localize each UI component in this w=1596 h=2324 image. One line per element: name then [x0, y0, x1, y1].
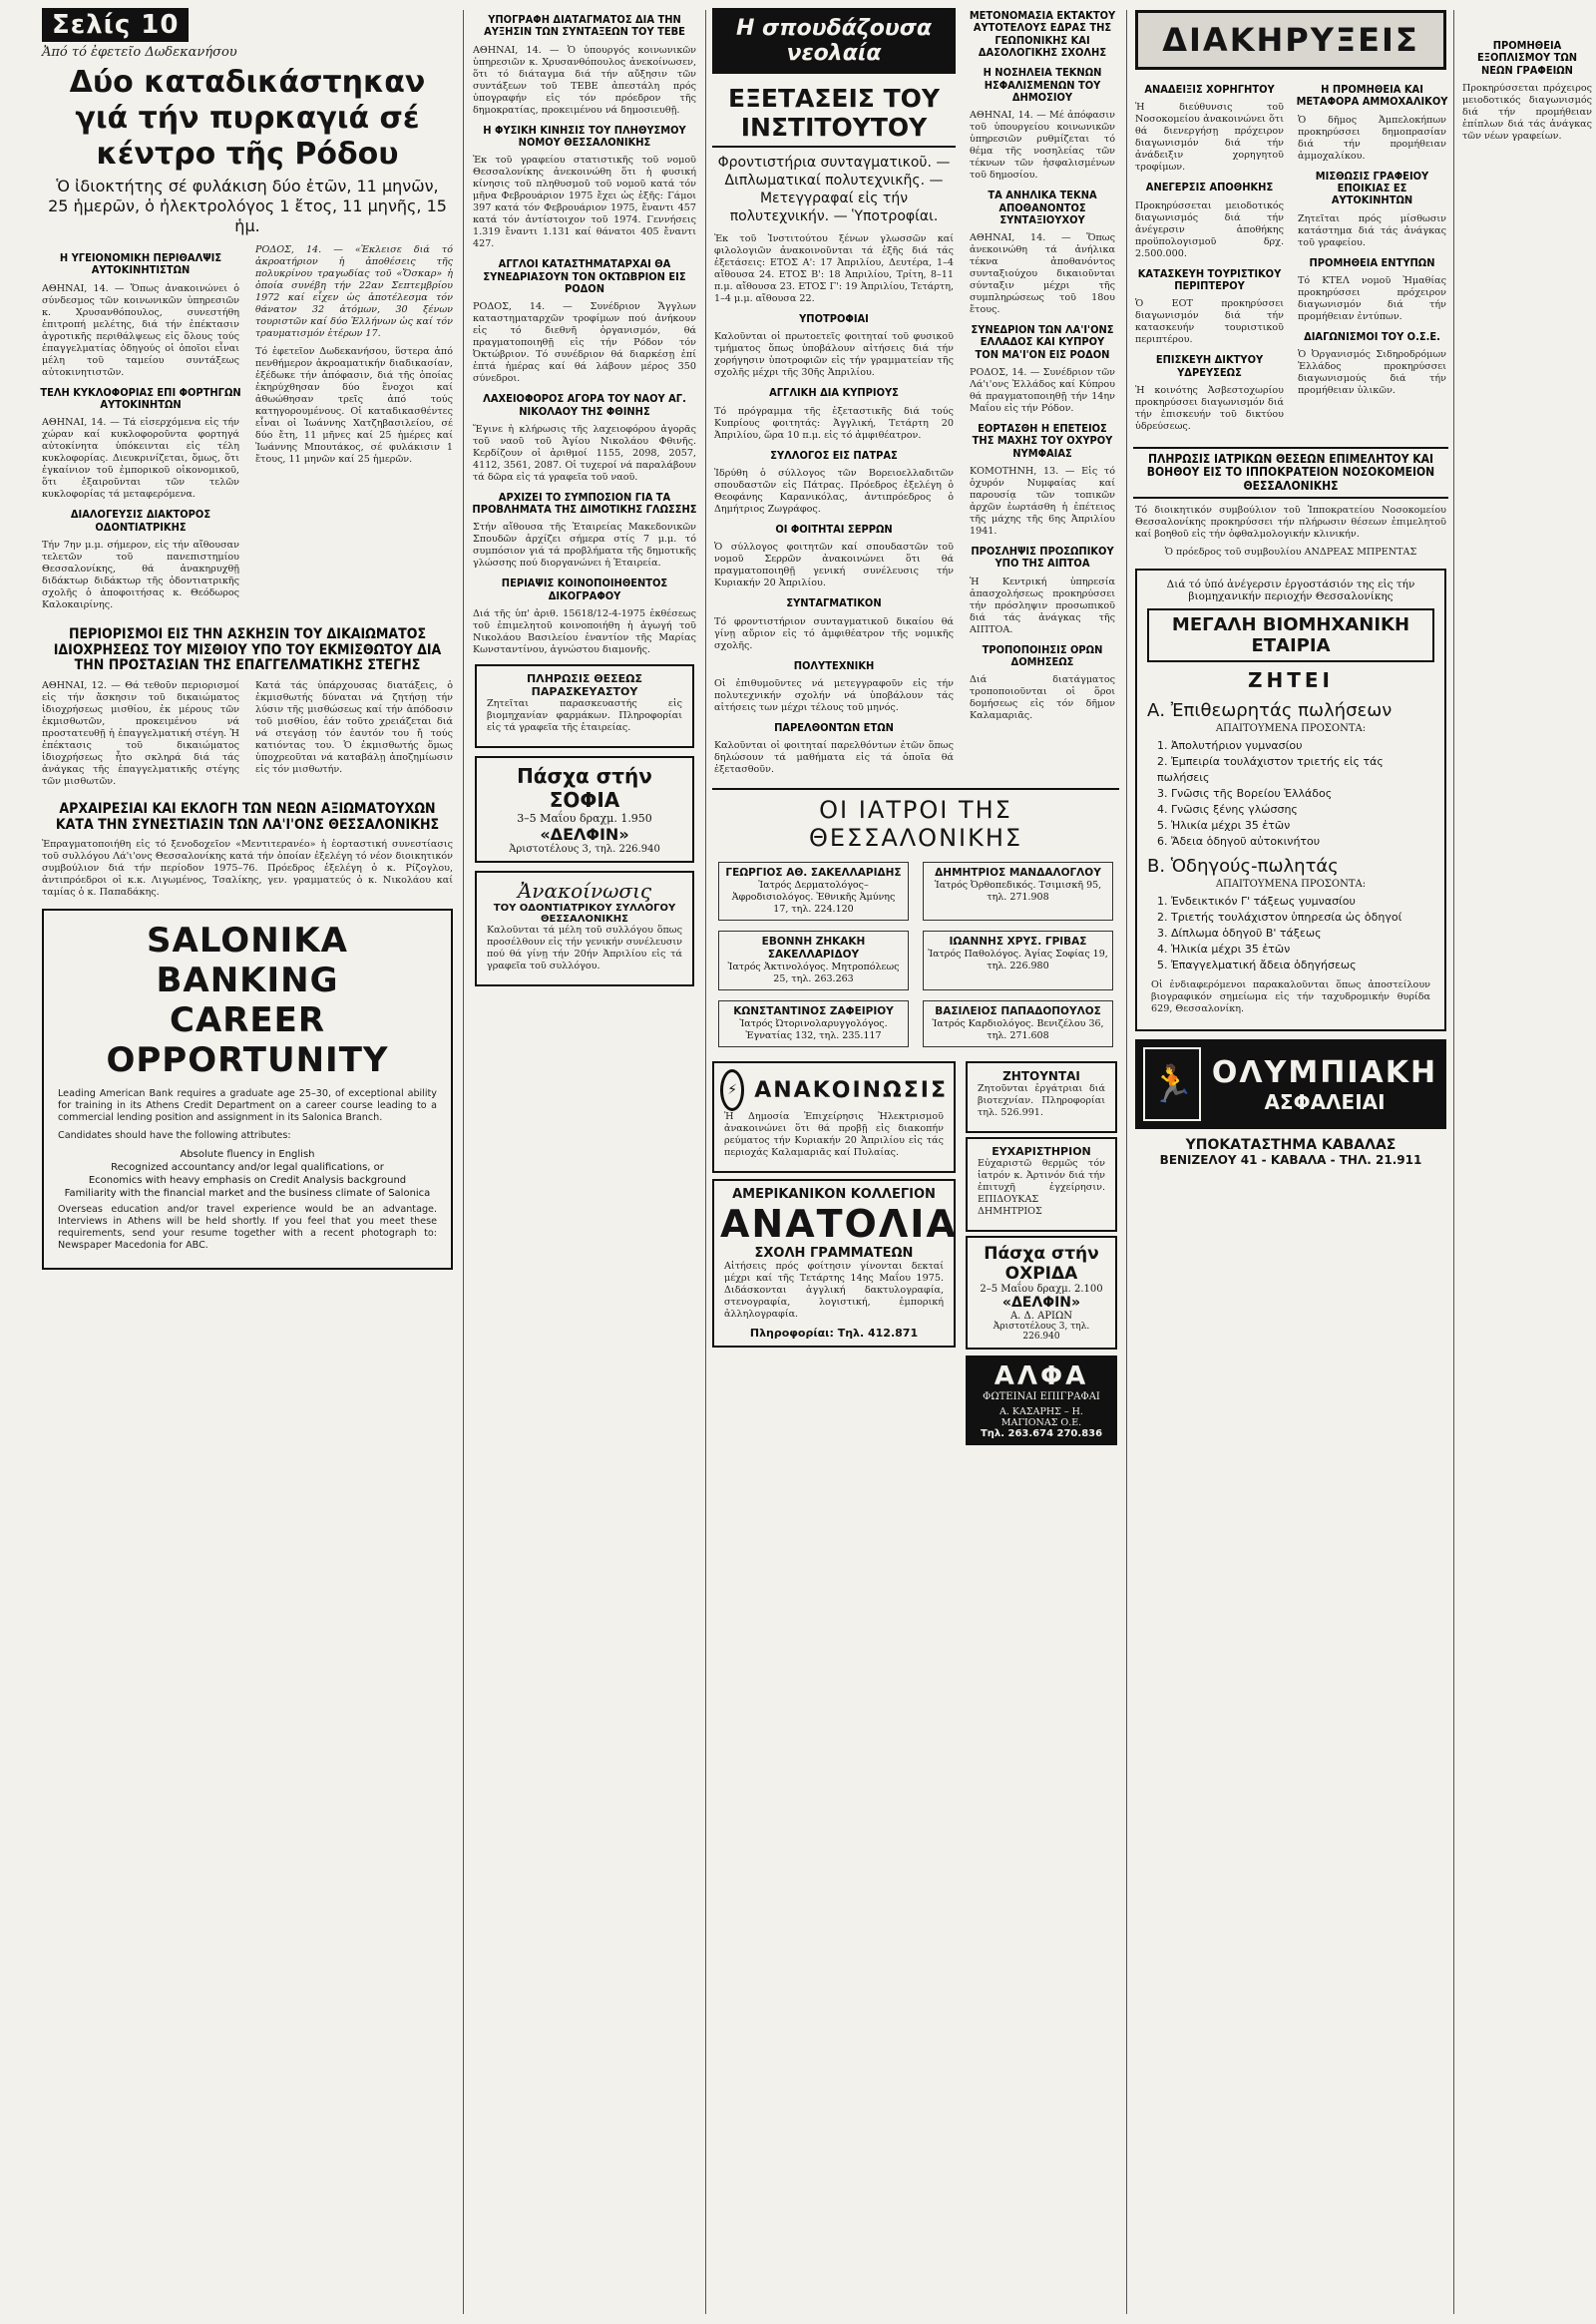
ad-title: ΖΗΤΕΙ: [1248, 668, 1334, 693]
article-text: Ὁ Ὀργανισμός Σιδηροδρόμων Ἑλλάδος προκηρύσσει διαγωνισμούς διά τήν προμήθειαν ὑλικῶν.: [1298, 349, 1446, 397]
ad-agency: «ΔΕΛΦΙΝ»: [540, 825, 629, 845]
article-text: Ἡ Κεντρική ὑπηρεσία ἀπασχολήσεως προκηρύσσει τήν πρόσληψιν προσωπικοῦ διά τάς ἀνάγκας τῆς ΑΙΠΤΟΑ.: [970, 576, 1115, 635]
ad-text: Overseas education and/or travel experience would be an advantage. Interviews in Athens will be held shortly. If you feel that you meet these requirements, send your resume together with a recent photograph to: Newspaper Macedonia for ABC.: [58, 1204, 437, 1252]
alfa-signs-ad: [966, 1356, 1117, 1445]
article-text: Ἡ διεύθυνσις τοῦ Νοσοκομείου ἀνακοινώνει ὅτι θά διενεργήσῃ πρόχειρον διαγωνισμόν διά τήν ἀνάδειξιν χορηγητοῦ τροφίμων.: [1135, 102, 1284, 174]
requirement: Economics with heavy emphasis on Credit Analysis background: [88, 1175, 407, 1187]
directory-title: ΟΙ ΙΑΤΡΟΙ ΤΗΣ ΘΕΣΣΑΛΟΝΙΚΗΣ: [808, 796, 1023, 853]
article-text: ΡΟΔΟΣ, 14. — Συνέδριον Ἄγγλων καταστηματαρχῶν τροφίμων πού ἀνήκουν εἰς τό διεθνῆ ὀργανισμόν, θά πραγματοποιηθῇ εἰς τήν Ρόδον τόν Ὀκτώβριον. Τό συνέδριον θά διαρκέσῃ ἐπί ἑπτά ἡμέρας καί θά λάβουν μέρος 350 σύνεδροι.: [473, 301, 696, 385]
column-rule: [1453, 10, 1454, 2314]
travel-ad: [966, 1236, 1117, 1350]
article-text: Τό ΚΤΕΛ νομοῦ Ἡμαθίας προκηρύσσει πρόχειρον διαγωνισμόν διά τήν προμήθειαν ἐντύπων.: [1298, 274, 1446, 322]
section-heading: ΑΓΓΛΙΚΗ ΔΙΑ ΚΥΠΡΙΟΥΣ: [769, 386, 899, 400]
ad-phone: Τηλ. 263.674 270.836: [980, 1428, 1103, 1440]
article-text: ΚΟΜΟΤΗΝΗ, 13. — Εἰς τό ὀχυρόν Νυμφαίας καί παρουσίᾳ τῶν τοπικῶν ἀρχῶν ἑωρτάσθη ἡ ἐπέτειος τῆς μάχης τῆς 6ης Ἀπριλίου 1941.: [970, 466, 1115, 537]
section-heading: ΕΠΙΣΚΕΥΗ ΔΙΚΤΥΟΥ ΥΔΡΕΥΣΕΩΣ: [1155, 353, 1264, 379]
ad-title: ΕΥΧΑΡΙΣΤΗΡΙΟΝ: [992, 1145, 1091, 1159]
ad-title: SALONIKA BANKING: [147, 921, 348, 1001]
doctor-listing: ΓΕΩΡΓΙΟΣ ΑΘ. ΣΑΚΕΛΛΑΡΙΔΗΣ Ἰατρός Δερματολόγος–Ἀφροδισιολόγος. Ἐθνικῆς Ἀμύνης 17, τηλ. 224.120: [718, 862, 909, 921]
article-text: Διά τῆς ὑπ' ἀριθ. 15618/12-4-1975 ἐκθέσεως τοῦ ἐπιμελητοῦ κοινοποιήθη ἡ ἀγωγή τοῦ Νικολάου Βασιλείου ἐναντίον τῆς Μαρίας Κωνσταντίνου, ἀγνώστου διαμονῆς.: [473, 608, 696, 656]
main-deck: Ὁ ἰδιοκτήτης σέ φυλάκιση δύο ἐτῶν, 11 μηνῶν, 25 ἡμερῶν, ὁ ἠλεκτρολόγος 1 ἔτος, 11 μηνῆς, 15 ἡμ.: [48, 177, 447, 235]
requirement: Absolute fluency in English: [180, 1149, 315, 1161]
requirement: 4. Ἡλικία μέχρι 35 ἐτῶν: [1157, 943, 1291, 957]
section-heading: ΠΑΡΕΛΘΟΝΤΩΝ ΕΤΩΝ: [774, 720, 894, 734]
ad-text: Αἰτήσεις πρός φοίτησιν γίνονται δεκταί μέχρι καί τῆς Τετάρτης 14ης Μαΐου 1975. Διδάσκονται ἀγγλική δακτυλογραφία, στενογραφία, λογιστική, ἐμπορική ἀλληλογραφία.: [724, 1261, 944, 1321]
article-text: ΑΘΗΝΑΙ, 14. — Τά εἰσερχόμενα εἰς τήν χώραν καί κυκλοφοροῦντα φορτηγά αὐτοκίνητα ὑπόκεινται εἰς τέλη κυκλοφορίας. Διευκρινίζεται, ὅμως, ὅτι ἐγκαίνιον τοῦ ἐμπορικοῦ οἰκονομικοῦ, ὅτι ἐξαιροῦνται τῶν τελῶν κυκλοφορίας τά μεταφερόμενα.: [42, 417, 239, 501]
ad-text: 2–5 Μαΐου δραχμ. 2.100: [980, 1284, 1103, 1296]
ad-title: Πάσχα στήν ΣΟΦΙΑ: [517, 764, 652, 813]
section-heading: ΤΕΛΗ ΚΥΚΛΟΦΟΡΙΑΣ ΕΠΙ ΦΟΡΤΗΓΩΝ ΑΥΤΟΚΙΝΗΤΩΝ: [40, 385, 241, 411]
section-heading: ΑΓΓΛΟΙ ΚΑΤΑΣΤΗΜΑΤΑΡΧΑΙ ΘΑ ΣΥΝΕΔΡΙΑΣΟΥΝ ΤΟΝ ΟΚΤΩΒΡΙΟΝ ΕΙΣ ΡΟΔΟΝ: [483, 257, 686, 295]
article-text: Ὁ σύλλογος φοιτητῶν καί σπουδαστῶν τοῦ νομοῦ Σερρῶν ἀνακοινώνει ὅτι θά πραγματοποιηθῇ γενική συνέλευσις τήν Κυριακήν 20 Ἀπριλίου.: [714, 542, 954, 589]
bank-career-ad: [42, 909, 453, 1270]
column-rule: [463, 10, 464, 2314]
ad-text: Εὐχαριστῶ θερμῶς τόν ἰατρόν κ. Ἀρτινόν διά τήν ἐπιτυχῆ ἐγχείρησιν. ΕΠΙΔΟΥΚΑΣ ΔΗΜΗΤΡΙΟΣ: [978, 1158, 1105, 1218]
ad-text: Α. ΚΑΣΑΡΗΣ – Η. ΜΑΓΙΟΝΑΣ Ο.Ε.: [999, 1406, 1083, 1429]
ad-title: ΖΗΤΟΥΝΤΑΙ: [1002, 1069, 1080, 1084]
requirement: 5. Ἡλικία μέχρι 35 ἐτῶν: [1157, 819, 1291, 833]
article-headline: ΑΡΧΑΙΡΕΣΙΑΙ ΚΑΙ ΕΚΛΟΓΗ ΤΩΝ ΝΕΩΝ ΑΞΙΩΜΑΤΟΥΧΩΝ ΚΑΤΑ ΤΗΝ ΣΥΝΕΣΤΙΑΣΙΝ ΤΩΝ ΛΑ'Ι'ΟΝΣ ΘΕΣΣΑΛΟΝΙΚΗΣ: [55, 800, 440, 833]
ad-title: ΜΕΓΑΛΗ ΒΙΟΜΗΧΑΝΙΚΗ ΕΤΑΙΡΙΑ: [1147, 608, 1434, 662]
section-heading: ΠΡΟΜΗΘΕΙΑ ΕΝΤΥΠΩΝ: [1309, 255, 1435, 269]
article-text: Διά διατάγματος τροποποιοῦνται οἱ ὅροι δομήσεως εἰς τόν δῆμον Καλαμαριᾶς.: [970, 674, 1115, 722]
article-headline: ΠΛΗΡΩΣΙΣ ΙΑΤΡΙΚΩΝ ΘΕΣΕΩΝ ΕΠΙΜΕΛΗΤΟΥ ΚΑΙ ΒΟΗΘΟΥ ΕΙΣ ΤΟ ΙΠΠΟΚΡΑΤΕΙΟΝ ΝΟΣΟΚΟΜΕΙΟΝ ΘΕΣΣΑΛΟΝΙΚΗΣ: [1133, 447, 1448, 499]
doctor-listing: ΒΑΣΙΛΕΙΟΣ ΠΑΠΑΔΟΠΟΥΛΟΣ Ἰατρός Καρδιολόγος. Βενιζέλου 36, τηλ. 271.608: [923, 1000, 1113, 1047]
requirement: Familiarity with the financial market and the business climate of Salonica: [64, 1188, 431, 1200]
section-heading: ΥΠΟΤΡΟΦΙΑΙ: [799, 312, 869, 325]
industrial-company-ad: [1135, 569, 1446, 1031]
column-4: [1131, 0, 1450, 2324]
ad-phone: Πληροφορίαι: Τηλ. 412.871: [749, 1327, 919, 1341]
deh-logo-icon: ⚡: [720, 1069, 744, 1111]
section-heading: ΥΠΟΓΡΑΦΗ ΔΙΑΤΑΓΜΑΤΟΣ ΔΙΑ ΤΗΝ ΑΥΞΗΣΙΝ ΤΩΝ ΣΥΝΤΑΞΕΩΝ ΤΟΥ ΤΕΒΕ: [484, 13, 685, 39]
article-text: Κατά τάς ὑπάρχουσας διατάξεις, ὁ ἐκμισθωτής δύναται νά ζητήσῃ τήν λύσιν τῆς μισθώσεως καί τήν ἀπόδοσιν τοῦ μισθίου, ἐάν τοῦτο χρειάζεται διά νά στεγάσῃ τόν ἑαυτόν του ἤ τούς κατιόντας του. Ὁ ἐκμισθωτής ὅμως ὑποχρεοῦται νά καταβάλῃ ἀποζημίωσιν εἰς τόν μισθωτήν.: [255, 679, 453, 775]
section-heading: ΑΝΑΔΕΙΞΙΣ ΧΟΡΗΓΗΤΟΥ: [1144, 83, 1275, 96]
thank-you-notice: [966, 1137, 1117, 1232]
article-text: Ὁ ΕΟΤ προκηρύσσει διαγωνισμόν διά τήν κατασκευήν τουριστικοῦ περιπτέρου.: [1135, 298, 1284, 346]
article-text: Ὁ δῆμος Ἀμπελοκήπων προκηρύσσει δημοπρασίαν διά τήν προμήθειαν ἀμμοχαλίκου.: [1298, 114, 1446, 162]
section-heading: ΤΑ ΑΝΗΛΙΚΑ ΤΕΚΝΑ ΑΠΟΘΑΝΟΝΤΟΣ ΣΥΝΤΑΞΙΟΥΧΟΥ: [988, 189, 1097, 226]
section-heading: ΟΙ ΦΟΙΤΗΤΑΙ ΣΕΡΡΩΝ: [775, 522, 893, 536]
section-heading: ΔΙΑΓΩΝΙΣΜΟΙ ΤΟΥ Ο.Σ.Ε.: [1304, 329, 1440, 343]
section-heading: ΠΡΟΜΗΘΕΙΑ ΕΞΟΠΛΙΣΜΟΥ ΤΩΝ ΝΕΩΝ ΓΡΑΦΕΙΩΝ: [1476, 39, 1578, 77]
ad-title: ΑΛΦΑ: [994, 1361, 1089, 1392]
ad-title: ΑΜΕΡΙΚΑΝΙΚΟΝ ΚΟΛΛΕΓΙΟΝ: [732, 1187, 936, 1203]
column-rule: [1126, 10, 1127, 2314]
ad-text: Candidates should have the following attributes:: [58, 1130, 291, 1142]
section-heading: ΠΕΡΙΑΨΙΣ ΚΟΙΝΟΠΟΙΗΘΕΝΤΟΣ ΔΙΚΟΓΡΑΦΟΥ: [501, 577, 668, 602]
article-text: Τό φροντιστήριον συνταγματικοῦ δικαίου θά γίνῃ αὔριον εἰς τό ἀμφιθέατρον τῆς νομικῆς σχολῆς.: [714, 615, 954, 651]
article-text: ΑΘΗΝΑΙ, 14. — Ὅπως ἀνακοινώνει ὁ σύνδεσμος τῶν κοινωνικῶν ὑπηρεσιῶν κ. Χρυσανθόπουλος, συνεστήθη ἐπιτροπή μελέτης, διά τήν ἐπέκτασιν ἀγροτικῆς περιθάλψεως εἰς ὅλους τούς ἐπαγγελματίας ὁδηγούς οἱ ὁποῖοι εἶναι μέλη τοῦ ταμείου συντάξεως αὐτοκινητιστῶν.: [42, 282, 239, 378]
article-text: ΑΘΗΝΑΙ, 14. — Μέ ἀπόφασιν τοῦ ὑπουργείου κοινωνικῶν ὑπηρεσιῶν ρυθμίζεται τό θέμα τῆς νοσηλείας τῶν τέκνων τῶν ἠσφαλισμένων τοῦ δημοσίου.: [970, 110, 1115, 182]
article-text: Οἱ ἐπιθυμοῦντες νά μετεγγραφοῦν εἰς τήν πολυτεχνικήν σχολήν νά ὑποβάλουν τάς αἰτήσεις των μέχρι τέλους τοῦ μηνός.: [714, 677, 954, 713]
section-heading: ΤΡΟΠΟΠΟΙΗΣΙΣ ΟΡΩΝ ΔΟΜΗΣΕΩΣ: [982, 642, 1103, 668]
deh-announcement: [712, 1061, 956, 1173]
article-text: ΑΘΗΝΑΙ, 12. — Θά τεθοῦν περιορισμοί εἰς τήν ἄσκησιν τοῦ δικαιώματος ἰδιοχρήσεως μισθίου, ἐκ μέρους τῶν ἐκμισθωτῶν, προκειμένου νά προστατευθῇ ἡ ἐπαγγελματική στέγη. Ἡ ἐπέκτασις τοῦ δικαιώματος ἰδιοχρήσεως ἦτο σκληρά διά τάς ἀνάγκας τῆς ἐπαγγελματικῆς στέγης τῶν μισθωτῶν.: [42, 679, 239, 787]
ad-address: Ἀριστοτέλους 3, τηλ. 226.940: [993, 1322, 1090, 1343]
announcement-ad: [475, 871, 694, 986]
section-heading: ΣΥΛΛΟΓΟΣ ΕΙΣ ΠΑΤΡΑΣ: [770, 448, 898, 462]
ad-intro: Διά τό ὑπό ἀνέγερσιν ἐργοστάσιόν της εἰς τήν βιομηχανικήν περιοχήν Θεσσαλονίκης: [1166, 579, 1415, 603]
section-heading: ΚΑΤΑΣΚΕΥΗ ΤΟΥΡΙΣΤΙΚΟΥ ΠΕΡΙΠΤΕΡΟΥ: [1137, 266, 1282, 292]
requirements-label: ΑΠΑΙΤΟΥΜΕΝΑ ΠΡΟΣΟΝΤΑ:: [1215, 879, 1367, 891]
article-text: Τήν 7ην μ.μ. σήμερον, εἰς τήν αἴθουσαν τελετῶν τοῦ πανεπιστημίου Θεσσαλονίκης, θά ἀνακηρυχθῇ διδάκτωρ διδάκτωρ τῆς ὀδοντιατρικῆς σχολῆς ὁ ἀποφοιτήσας κ. Θεόδωρος Καλοκαιρίνης.: [42, 539, 239, 610]
main-headline: ΕΞΕΤΑΣΕΙΣ ΤΟΥ ΙΝΣΤΙΤΟΥΤΟΥ: [712, 84, 956, 148]
doctor-listing: ΚΩΝΣΤΑΝΤΙΝΟΣ ΖΑΦΕΙΡΙΟΥ Ἰατρός Ὠτορινολαρυγγολόγος. Ἐγνατίας 132, τηλ. 235.117: [718, 1000, 909, 1047]
section-heading: ΜΙΣΘΩΣΙΣ ΓΡΑΦΕΙΟΥ ΕΠΟΙΚΙΑΣ ΕΣ ΑΥΤΟΚΙΝΗΤΩΝ: [1315, 169, 1429, 207]
section-heading: ΑΡΧΙΖΕΙ ΤΟ ΣΥΜΠΟΣΙΟΝ ΓΙΑ ΤΑ ΠΡΟΒΛΗΜΑΤΑ ΤΗΣ ΔΙΜΟΤΙΚΗΣ ΓΛΩΣΣΗΣ: [472, 490, 697, 517]
section-heading: ΠΟΛΥΤΕΧΝΙΚΗ: [793, 658, 875, 672]
ad-title: Πάσχα στήν ΟΧΡΙΔΑ: [984, 1244, 1099, 1285]
section-banner: Η σπουδάζουσα νεολαία: [712, 8, 956, 74]
position-title: Α. Ἐπιθεωρητάς πωλήσεων: [1147, 700, 1393, 722]
ad-address: Ἀριστοτέλους 3, τηλ. 226.940: [509, 844, 660, 856]
ad-text: Leading American Bank requires a graduate age 25–30, of exceptional ability for training in its Athens Credit Department on a career course leading to a commercial lending position and assignment in its Salonica Branch.: [58, 1088, 437, 1124]
column-1: [38, 0, 457, 2324]
ad-branch: ΥΠΟΚΑΤΑΣΤΗΜΑ ΚΑΒΑΛΑΣ: [1185, 1137, 1396, 1154]
ad-title: ΑΝΑΤΟΛΙΑ: [720, 1202, 958, 1247]
requirement: 3. Δίπλωμα ὁδηγοῦ Β' τάξεως: [1157, 927, 1322, 941]
olympiaki-insurance-ad: [1135, 1039, 1446, 1129]
requirement: Recognized accountancy and/or legal qualifications, or: [111, 1162, 384, 1174]
requirements-label: ΑΠΑΙΤΟΥΜΕΝΑ ΠΡΟΣΟΝΤΑ:: [1215, 723, 1367, 735]
article-text: Τό πρόγραμμα τῆς ἑξεταστικῆς διά τούς Κυπρίους φοιτητάς: Ἀγγλική, Τετάρτη 20 Ἀπριλίου, ὥρα 10 π.μ. εἰς τό ἀμφιθέατρον.: [714, 405, 954, 441]
ad-text: Ζητοῦνται ἐργάτριαι διά βιοτεχνίαν. Πληροφορίαι τηλ. 526.991.: [978, 1083, 1105, 1119]
position-title: Β. Ὁδηγούς-πωλητάς: [1147, 856, 1339, 878]
section-heading: ΠΡΟΣΛΗΨΙΣ ΠΡΟΣΩΠΙΚΟΥ ΥΠΟ ΤΗΣ ΑΙΠΤΟΑ: [971, 545, 1114, 571]
article-text: Προκηρύσσεται πρόχειρος μειοδοτικός διαγωνισμός διά τήν προμήθειαν ἐπίπλων διά τάς ἀνάγκας τῶν νέων γραφείων.: [1462, 82, 1592, 142]
section-heading: ΑΝΕΓΕΡΣΙΣ ΑΠΟΘΗΚΗΣ: [1145, 181, 1274, 194]
ad-text: Ζητεῖται παρασκευαστής εἰς βιομηχανίαν φαρμάκων. Πληροφορίαι εἰς τά γραφεῖα τῆς ἑταιρείας.: [487, 698, 682, 734]
column-rule: [705, 10, 706, 2314]
article-text: Ἡ κοινότης Ἀσβεστοχωρίου προκηρύσσει διαγωνισμόν διά τήν ἐπισκευήν τοῦ δικτύου ὑδρεύσεως.: [1135, 384, 1284, 432]
article-text: ΡΟΔΟΣ, 14. — Συνέδριον τῶν Λά'ι'ονς Ἑλλάδος καί Κύπρου θά πραγματοποιηθῇ τήν 14ην Μαΐου εἰς τήν Ρόδον.: [970, 367, 1115, 415]
ad-agency: «ΔΕΛΦΙΝ»: [1001, 1295, 1081, 1312]
section-heading: ΣΥΝΤΑΓΜΑΤΙΚΟΝ: [786, 596, 882, 610]
ad-text: Καλοῦνται τά μέλη τοῦ συλλόγου ὅπως προσέλθουν εἰς τήν γενικήν συνέλευσιν πού θά γίνῃ τήν 20ήν Ἀπριλίου εἰς τά γραφεῖα τοῦ συλλόγου.: [487, 925, 682, 972]
requirement: 6. Ἄδεια ὁδηγοῦ αὐτοκινήτου: [1157, 835, 1321, 849]
section-heading: ΕΟΡΤΑΣΘΗ Η ΕΠΕΤΕΙΟΣ ΤΗΣ ΜΑΧΗΣ ΤΟΥ ΟΧΥΡΟΥ ΝΥΜΦΑΙΑΣ: [972, 422, 1113, 460]
section-heading: ΣΥΝΕΔΡΙΟΝ ΤΩΝ ΛΑ'Ι'ΟΝΣ ΕΛΛΑΔΟΣ ΚΑΙ ΚΥΠΡΟΥ ΤΟΝ ΜΑ'Ι'ΟΝ ΕΙΣ ΡΟΔΟΝ: [971, 323, 1114, 361]
article-text: Προκηρύσσεται μειοδοτικός διαγωνισμός διά τήν ἀνέγερσιν ἀποθήκης προϋπολογισμοῦ δρχ. 2.500.000.: [1135, 199, 1284, 259]
column-3: [710, 0, 1121, 2324]
section-heading: Η ΥΓΕΙΟΝΟΜΙΚΗ ΠΕΡΙΘΑΛΨΙΣ ΑΥΤΟΚΙΝΗΤΙΣΤΩΝ: [59, 251, 222, 277]
section-heading: ΔΙΑΛΟΓΕΥΣΙΣ ΔΙΑΚΤΟΡΟΣ ΟΔΟΝΤΙΑΤΡΙΚΗΣ: [70, 508, 211, 534]
doctors-directory: [712, 788, 1119, 1051]
ad-title: Ἀνακοίνωσις: [517, 879, 652, 904]
page-number-masthead: Σελίς 10: [42, 8, 189, 42]
main-headline: Δύο καταδικάστηκαν γιά τήν πυρκαγιά σέ κέντρο τῆς Ρόδου: [69, 65, 426, 172]
article-text: Τό ἐφετεῖον Δωδεκανήσου, ὕστερα ἀπό πενθήμερον ἀκροαματικήν διαδικασίαν, ἐξέδωκε τήν ἀπόφασιν, διά τῆς ὁποίας ἐκηρύχθησαν δύο ἔνοχοι καί ἀθωώθησαν τρεῖς ἀπό τούς κατηγορουμένους. Οἱ καταδικασθέντες εἶναι οἱ Ἰωάννης Χατζηβασιλείου, σέ δύο ἔτη, 11 μῆνες καί 25 ἡμέρες καί Ἰωάννης Μπουτάκος, σέ φυλάκισιν 1 ἔτους, 11 μηνῶν καί 25 ἡμερῶν.: [255, 346, 453, 465]
ad-title: ΟΛΥΜΠΙΑΚΗ: [1211, 1054, 1438, 1090]
classified-ad: [475, 664, 694, 748]
requirement: 2. Ἐμπειρία τουλάχιστον τριετής εἰς τάς πωλήσεις: [1157, 755, 1384, 785]
article-text: Ἐπραγματοποιήθη εἰς τό ξενοδοχεῖον «Μεντιτερανέο» ἡ ἑορταστική συνεστίασις τοῦ συλλόγου Λά'ι'ονς Θεσσαλονίκης κατά τήν ὁποίαν ἐξελέγη τό νέον διοικητικόν συμβούλιον διά τήν περίοδον 1975–76. Πρόεδρος ἐξελέγη ὁ κ. Ρίζογλου, ἀντιπρόεδροι οἱ κ.κ. Λιγωμένος, Τσαλίκης, γεν. γραμματεύς ὁ κ. Νικολάου καί ταμίας ὁ κ. Παπαδάκης.: [42, 839, 453, 899]
ad-title: ΑΝΑΚΟΙΝΩΣΙΣ: [754, 1077, 948, 1103]
article-headline: ΠΕΡΙΟΡΙΣΜΟΙ ΕΙΣ ΤΗΝ ΑΣΚΗΣΙΝ ΤΟΥ ΔΙΚΑΙΩΜΑΤΟΣ ΙΔΙΟΧΡΗΣΕΩΣ ΤΟΥ ΜΙΣΘΙΟΥ ΥΠΟ ΤΟΥ ΕΚΜΙΣΘΩΤΟΥ ΔΙΑ ΤΗΝ ΠΡΟΣΤΑΣΙΑΝ ΤΗΣ ΕΠΑΓΓΕΛΜΑΤΙΚΗΣ ΣΤΕΓΗΣ: [53, 625, 442, 674]
ad-text: Ἡ Δημοσία Ἐπιχείρησις Ἠλεκτρισμοῦ ἀνακοινώνει ὅτι θά προβῇ εἰς διακοπήν ρεύματος τήν Κυριακήν 20 Ἀπριλίου εἰς τάς περιοχάς Καλαμαριᾶς καί Πυλαίας.: [724, 1111, 944, 1159]
requirement: 4. Γνῶσις ξένης γλώσσης: [1157, 803, 1298, 817]
ad-person: Α. Δ. ΑΡΙΩΝ: [1009, 1311, 1073, 1323]
runner-logo-icon: 🏃: [1143, 1047, 1201, 1121]
requirement: 1. Ἀπολυτήριον γυμνασίου: [1157, 739, 1303, 753]
section-heading: Η ΝΟΣΗΛΕΙΑ ΤΕΚΝΩΝ ΗΣΦΑΛΙΣΜΕΝΩΝ ΤΟΥ ΔΗΜΟΣΙΟΥ: [983, 66, 1102, 104]
doctor-listing: ΙΩΑΝΝΗΣ ΧΡΥΣ. ΓΡΙΒΑΣ Ἰατρός Παθολόγος. Ἁγίας Σοφίας 19, τηλ. 226.980: [923, 931, 1113, 990]
ad-title: CAREER OPPORTUNITY: [106, 1000, 389, 1081]
requirement: 3. Γνῶσις τῆς Βορείου Ἑλλάδος: [1157, 787, 1333, 801]
ad-subtitle: ΑΣΦΑΛΕΙΑΙ: [1264, 1089, 1386, 1114]
doctor-listing: ΔΗΜΗΤΡΙΟΣ ΜΑΝΔΑΛΟΓΛΟΥ Ἰατρός Ὀρθοπεδικός. Τσιμισκῆ 95, τηλ. 271.908: [923, 862, 1113, 921]
requirement: 1. Ἐνδεικτικόν Γ' τάξεως γυμνασίου: [1157, 895, 1356, 909]
article-text: Ἔγινε ἡ κλήρωσις τῆς λαχειοφόρου ἀγορᾶς τοῦ ναοῦ τοῦ Ἁγίου Νικολάου Φθινῆς. Κερδίζουν οἱ ἀριθμοί 1155, 2098, 2057, 4112, 3561, 2087. Οἱ τυχεροί νά παραλάβουν τά δῶρα εἰς τά γραφεῖα τοῦ ναοῦ.: [473, 423, 696, 483]
ad-title: ΠΛΗΡΩΣΙΣ ΘΕΣΕΩΣ ΠΑΡΑΣΚΕΥΑΣΤΟΥ: [526, 672, 643, 699]
section-heading: Η ΠΡΟΜΗΘΕΙΑ ΚΑΙ ΜΕΤΑΦΟΡΑ ΑΜΜΟΧΑΛΙΚΟΥ: [1296, 83, 1448, 109]
ad-address: ΒΕΝΙΖΕΛΟΥ 41 - ΚΑΒΑΛΑ - ΤΗΛ. 21.911: [1159, 1153, 1422, 1168]
column-5-fragment: [1458, 0, 1596, 2324]
section-banner: ΔΙΑΚΗΡΥΞΕΙΣ: [1135, 10, 1446, 70]
article-text: Στήν αἴθουσα τῆς Ἑταιρείας Μακεδονικῶν Σπουδῶν ἀρχίζει σήμερα στίς 7 μ.μ. τό συμπόσιον γιά τά προβλήματα τῆς δημοτικῆς γλώσσης πού διοργανώνει ἡ Ἑταιρεία.: [473, 522, 696, 570]
requirement: 5. Ἐπαγγελματική ἄδεια ὁδηγήσεως: [1157, 959, 1357, 972]
article-text: Καλοῦνται οἱ πρωτοετεῖς φοιτηταί τοῦ φυσικοῦ τμήματος ὅπως ὑποβάλουν αἰτήσεις διά τήν χορήγησιν ὑποτροφιῶν εἰς τήν γραμματείαν τῆς σχολῆς μέχρι τῆς 30ῆς Ἀπριλίου.: [714, 331, 954, 379]
article-text: Καλοῦνται οἱ φοιτηταί παρελθόντων ἐτῶν ὅπως δηλώσουν τά μαθήματα εἰς τά ὁποῖα θά ἐξετασθοῦν.: [714, 740, 954, 776]
ad-text: Οἱ ἐνδιαφερόμενοι παρακαλοῦνται ὅπως ἀποστείλουν βιογραφικόν σημείωμα εἰς τήν ταχυδρομικήν θυρίδα 629, Θεσσαλονίκη.: [1151, 979, 1430, 1015]
column-2: [469, 0, 700, 2324]
requirement: 2. Τριετής τουλάχιστον ὑπηρεσία ὡς ὁδηγοί: [1157, 911, 1402, 925]
kicker: Ἀπό τό ἐφετεῖο Δωδεκανήσου: [42, 45, 237, 60]
ad-subtitle: ΤΟΥ ΟΔΟΝΤΙΑΤΡΙΚΟΥ ΣΥΛΛΟΓΟΥ ΘΕΣΣΑΛΟΝΙΚΗΣ: [493, 903, 676, 926]
article-text: ΑΘΗΝΑΙ, 14. — Ὁ ὑπουργός κοινωνικῶν ὑπηρεσιῶν κ. Χρυσανθόπουλος ἀνεκοίνωσεν, ὅτι τό διάταγμα διά τήν αὔξησιν τῶν συντάξεων τοῦ ΤΕΒΕ ἀπεστάλη πρός ὑπογραφήν εἰς τόν πρόεδρον τῆς δημοκρατίας, προκειμένου νά δημοσιευθῇ.: [473, 44, 696, 116]
article-text: ΑΘΗΝΑΙ, 14. — Ὅπως ἀνεκοινώθη τά ἀνήλικα τέκνα ἀποθανόντος συνταξιούχου δικαιοῦνται σύνταξιν μέχρι τῆς συμπληρώσεως τοῦ 18ου ἔτους.: [970, 232, 1115, 316]
anatolia-college-ad: [712, 1179, 956, 1348]
signature: Ὁ πρόεδρος τοῦ συμβουλίου ΑΝΔΡΕΑΣ ΜΠΡΕΝΤΑΣ: [1164, 547, 1417, 559]
ad-subtitle: ΣΧΟΛΗ ΓΡΑΜΜΑΤΕΩΝ: [754, 1246, 914, 1262]
travel-ad: [475, 756, 694, 863]
ad-text: 3–5 Μαΐου δραχμ. 1.950: [517, 812, 652, 826]
ad-subtitle: ΦΩΤΕΙΝΑΙ ΕΠΙΓΡΑΦΑΙ: [983, 1391, 1100, 1403]
main-deck: Φροντιστήρια συνταγματικοῦ. — Διπλωματικαί πολυτεχνικῆς. — Μετεγγραφαί εἰς τήν πολυτεχνικήν. — Ὑποτροφίαι.: [717, 155, 951, 224]
section-heading: ΜΕΤΟΝΟΜΑΣΙΑ ΕΚΤΑΚΤΟΥ ΑΥΤΟΤΕΛΟΥΣ ΕΔΡΑΣ ΤΗΣ ΓΕΩΠΟΝΙΚΗΣ ΚΑΙ ΔΑΣΟΛΟΓΙΚΗΣ ΣΧΟΛΗΣ: [969, 9, 1116, 59]
article-text: Ἐκ τοῦ γραφείου στατιστικῆς τοῦ νομοῦ Θεσσαλονίκης ἀνεκοινώθη ὅτι ἡ φυσική κίνησις τοῦ πληθυσμοῦ τοῦ νομοῦ κατά τόν μῆνα Φεβρουάριον 1975 ἔχει ὡς ἑξῆς: Γάμοι 397 κατά τόν Φεβρουάριον 1975, ἔναντι 457 κατά τόν ἀντίστοιχον τοῦ 1974. Γεννήσεις 1.319 ἔναντι 1.131 καί θάνατοι 405 ἔναντι 427.: [473, 155, 696, 250]
article-text: Τό διοικητικόν συμβούλιον τοῦ Ἱπποκρατείου Νοσοκομείου Θεσσαλονίκης προκηρύσσει τήν πλήρωσιν θέσεων ἐπιμελητοῦ καί βοηθοῦ εἰς τήν ὀφθαλμολογικήν κλινικήν.: [1135, 505, 1446, 541]
lead-text: ΡΟΔΟΣ, 14. — «Ἐκλεισε διά τό ἀκροατήριον ἡ ἀποθέσεις τῆς πολυκρίνου τραγωδίας τοῦ «Ὄσκαρ» ἡ ὁποία συνέβη τήν 22αν Σεπτεμβρίου 1972 καί εἶχεν ὡς ἀποτέλεσμα τόν θάνατον 32 ἀτόμων, 30 ξένων τουριστῶν καί δύο Ἑλλήνων ὡς καί τόν τραυματισμόν ἑτέρων 17.: [255, 244, 453, 339]
section-heading: Η ΦΥΣΙΚΗ ΚΙΝΗΣΙΣ ΤΟΥ ΠΛΗΘΥΣΜΟΥ ΝΟΜΟΥ ΘΕΣΣΑΛΟΝΙΚΗΣ: [483, 123, 686, 149]
article-text: Ζητεῖται πρός μίσθωσιν κατάστημα διά τάς ἀνάγκας τοῦ γραφείου.: [1298, 212, 1446, 248]
classified-ad: [966, 1061, 1117, 1133]
article-text: Ἐκ τοῦ Ἰνστιτούτου ξένων γλωσσῶν καί φιλολογιῶν ἀνακοινοῦνται τά ἑξῆς διά τάς ἐξετάσεις: ΕΤΟΣ Α': 17 Ἀπριλίου, Δευτέρα, 1–4 αἴθουσα 24. ΕΤΟΣ Β': 18 Ἀπριλίου, Τρίτη, 8–11 π.μ. αἴθουσα 23. ΕΤΟΣ Γ': 19 Ἀπριλίου, Τετάρτη, 1–4 μ.μ. αἴθουσα 22.: [714, 233, 954, 304]
section-heading: ΛΑΧΕΙΟΦΟΡΟΣ ΑΓΟΡΑ ΤΟΥ ΝΑΟΥ ΑΓ. ΝΙΚΟΛΑΟΥ ΤΗΣ ΦΘΙΝΗΣ: [483, 392, 686, 418]
article-text: Ἱδρύθη ὁ σύλλογος τῶν Βορειοελλαδιτῶν σπουδαστῶν εἰς Πάτρας. Πρόεδρος ἐξελέγη ὁ Θεοφάνης Καρανικόλας, ἀντιπρόεδρος ὁ Δημήτριος Ζωγράφος.: [714, 467, 954, 515]
doctor-listing: ΕΒΟΝΝΗ ΖΗΚΑΚΗ ΣΑΚΕΛΛΑΡΙΔΟΥ Ἰατρός Ἀκτινολόγος. Μητροπόλεως 25, τηλ. 263.263: [718, 931, 909, 990]
